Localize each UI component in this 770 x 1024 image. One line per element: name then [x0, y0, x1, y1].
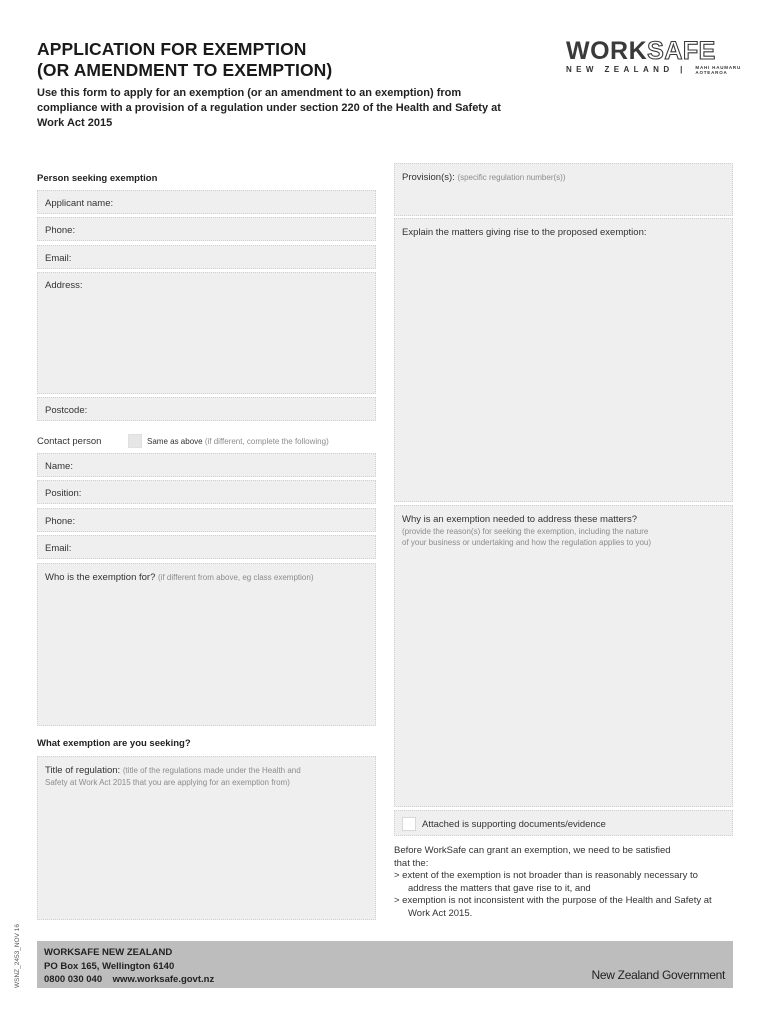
phone-field[interactable] — [37, 217, 376, 241]
applicant-name-field[interactable] — [37, 190, 376, 214]
why-exemption-hint-1: (provide the reason(s) for seeking the exemption, including the nature — [402, 527, 649, 536]
title-line-2: (OR AMENDMENT TO EXEMPTION) — [37, 60, 333, 80]
applicant-name-label: Applicant name: — [45, 198, 114, 209]
attached-docs-checkbox[interactable] — [402, 817, 416, 831]
logo-maori-2: AOTEAROA — [695, 70, 728, 75]
phone-label: Phone: — [45, 225, 76, 236]
conditions-text — [394, 845, 733, 920]
title-of-regulation-field[interactable] — [37, 756, 376, 920]
contact-phone-field[interactable] — [37, 508, 376, 532]
contact-person-label: Contact person — [37, 436, 102, 447]
same-as-above-hint: (if different, complete the following) — [204, 437, 329, 446]
worksafe-logo: WORKSAFE NEW ZEALAND | MAHI HAUMARU AOTEAROA — [566, 37, 742, 75]
same-as-above-text: Same as above — [147, 437, 203, 446]
nz-government-logo: New Zealand Government — [591, 968, 725, 982]
who-for-field[interactable] — [37, 563, 376, 726]
footer-contact: 0800 030 040 www.worksafe.govt.nz — [44, 974, 215, 985]
title-of-regulation-label: Title of regulation: — [45, 765, 121, 776]
who-for-hint: (if different from above, eg class exemption) — [158, 573, 314, 582]
logo-country: NEW ZEALAND — [566, 65, 674, 75]
explain-matters-label: Explain the matters giving rise to the proposed exemption: — [402, 227, 647, 238]
title-line-1: APPLICATION FOR EXEMPTION — [37, 39, 307, 59]
contact-email-field[interactable] — [37, 535, 376, 559]
condition-bullet-2: > exemption is not inconsistent with the purpose of the Health and Safety at Work Act 2015. — [394, 895, 712, 919]
attached-docs-label: Attached is supporting documents/evidence — [422, 819, 606, 830]
attached-docs-row — [394, 810, 733, 836]
address-label: Address: — [45, 280, 83, 291]
logo-safe: SAFE — [647, 37, 716, 65]
why-exemption-field[interactable] — [394, 505, 733, 807]
condition-bullet-1: > extent of the exemption is not broader than is reasonably necessary to address the matters that gave rise to it, and — [394, 870, 698, 894]
why-exemption-label: Why is an exemption needed to address these matters? — [402, 514, 637, 525]
title-of-regulation-hint-2: Safety at Work Act 2015 that you are applying for an exemption from) — [45, 778, 290, 787]
email-field[interactable] — [37, 245, 376, 269]
contact-name-field[interactable] — [37, 453, 376, 477]
form-intro: Use this form to apply for an exemption (or an amendment to an exemption) from compliance with a provision of a regulation under section 220 of the Health and Safety at Work Act 2015 — [37, 87, 501, 129]
provisions-label: Provision(s): — [402, 172, 455, 183]
footer-org: WORKSAFE NEW ZEALAND — [44, 947, 173, 958]
what-exemption-heading: What exemption are you seeking? — [37, 738, 191, 749]
contact-phone-label: Phone: — [45, 516, 76, 527]
email-label: Email: — [45, 253, 72, 264]
form-title — [37, 39, 332, 81]
same-as-above-label — [147, 437, 329, 446]
same-as-above-checkbox[interactable] — [128, 434, 142, 448]
contact-email-label: Email: — [45, 543, 72, 554]
conditions-intro-1: Before WorkSafe can grant an exemption, we need to be satisfied — [394, 845, 671, 856]
title-of-regulation-hint-1: (title of the regulations made under the Health and — [122, 766, 301, 775]
postcode-field[interactable] — [37, 397, 376, 421]
why-exemption-hint-2: of your business or undertaking and how the regulation applies to you) — [402, 538, 652, 547]
provisions-field[interactable] — [394, 163, 733, 216]
address-field[interactable] — [37, 272, 376, 394]
conditions-intro-2: that the: — [394, 857, 429, 869]
provisions-hint: (specific regulation number(s)) — [457, 173, 566, 182]
contact-position-field[interactable] — [37, 480, 376, 504]
form-code: WSNZ_2453_NOV 16 — [14, 924, 21, 988]
footer-address: PO Box 165, Wellington 6140 — [44, 961, 175, 972]
who-for-label: Who is the exemption for? — [45, 572, 156, 583]
explain-matters-field[interactable] — [394, 218, 733, 502]
contact-position-label: Position: — [45, 488, 82, 499]
footer — [37, 941, 733, 988]
logo-work: WORK — [566, 37, 648, 65]
contact-name-label: Name: — [45, 461, 73, 472]
postcode-label: Postcode: — [45, 405, 88, 416]
logo-maori-1: MAHI HAUMARU — [695, 65, 742, 70]
person-seeking-heading: Person seeking exemption — [37, 173, 158, 184]
